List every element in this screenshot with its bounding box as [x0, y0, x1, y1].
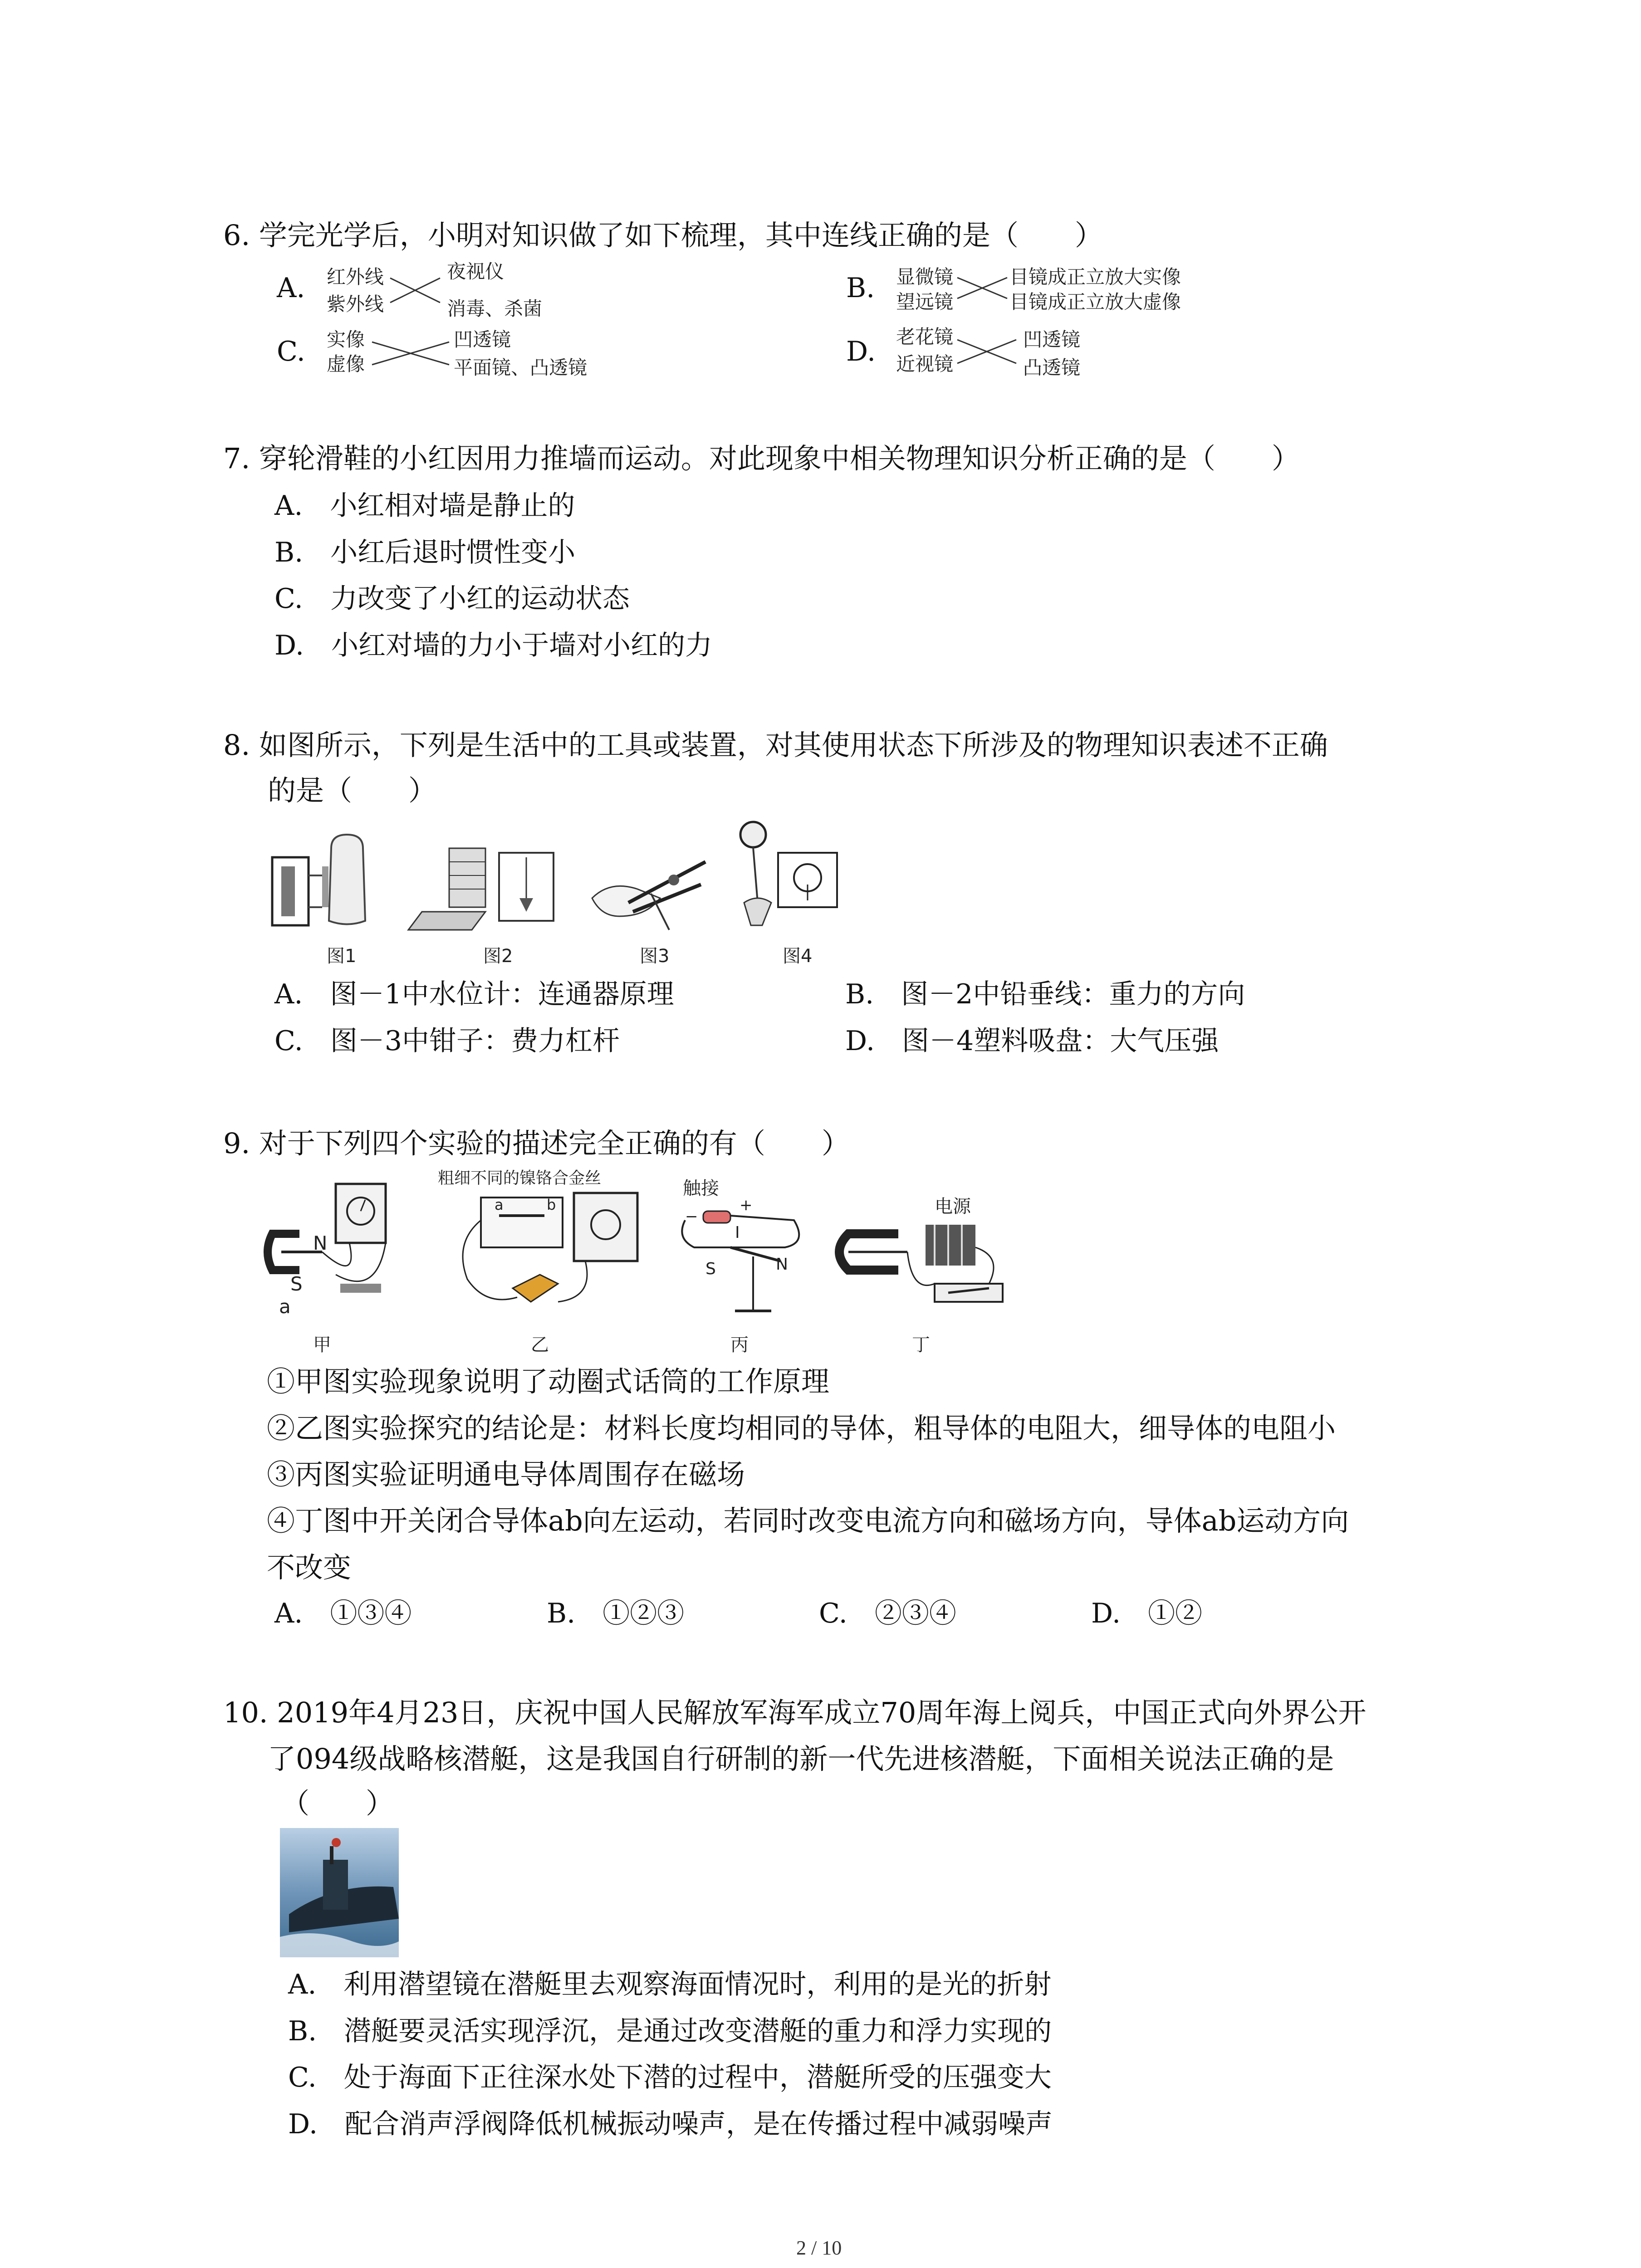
q8-option-d: D. 图－4塑料吸盘：大气压强 — [845, 1025, 1219, 1057]
q6-b-right-1: 目镜成正立放大实像 — [1009, 266, 1181, 288]
q6-d-left-2: 近视镜 — [896, 353, 954, 375]
q9-stem: 9. 对于下列四个实验的描述完全正确的有（ ） — [223, 1127, 850, 1160]
fig3-pliers — [583, 848, 719, 934]
q6-d-right-1: 凹透镜 — [1023, 328, 1081, 351]
q6-c-left-2: 虚像 — [327, 353, 365, 375]
submarine-photo — [280, 1828, 399, 1957]
q6-stem: 6. 学完光学后，小明对知识做了如下梳理，其中连线正确的是（ ） — [223, 219, 1103, 252]
q6-d-left-1: 老花镜 — [896, 326, 954, 348]
q10-option-a: A. 利用潜望镜在潜艇里去观察海面情况时，利用的是光的折射 — [288, 1969, 1052, 2000]
fig-jia-a: a — [279, 1295, 291, 1318]
q10-stem-line2: 了094级战略核潜艇，这是我国自行研制的新一代先进核潜艇，下面相关说法正确的是 — [268, 1742, 1334, 1775]
fig4-suction-cup — [735, 816, 844, 939]
fig-bing-n: N — [776, 1255, 788, 1274]
q6-option-c-letter: C. — [277, 336, 305, 367]
fig1-caption: 图1 — [327, 946, 357, 967]
fig-bing-touch-label: 触接 — [683, 1178, 719, 1199]
q7-option-a: A. 小红相对墙是静止的 — [274, 490, 575, 522]
q6-b-left-1: 显微镜 — [896, 266, 954, 288]
q6-c-right-2: 平面镜、凸透镜 — [454, 357, 588, 379]
q9-option-c: C. ②③④ — [819, 1598, 956, 1629]
fig-yi-b: b — [547, 1196, 556, 1213]
page-number: 2 / 10 — [796, 2237, 842, 2259]
q6-c-left-1: 实像 — [327, 328, 365, 351]
q6-a-left-2: 紫外线 — [327, 293, 384, 315]
q6-b-right-2: 目镜成正立放大虚像 — [1009, 291, 1181, 313]
q8-option-c: C. 图－3中钳子：费力杠杆 — [274, 1025, 620, 1057]
fig-yi-caption: 乙 — [531, 1334, 549, 1355]
fig4-caption: 图4 — [783, 946, 813, 967]
q6-option-b-letter: B. — [846, 272, 875, 304]
fig-yi-wire-label: 粗细不同的镍铬合金丝 — [438, 1169, 602, 1188]
q9-statement-2: ②乙图实验探究的结论是：材料长度均相同的导体，粗导体的电阻大，细导体的电阻小 — [267, 1412, 1336, 1445]
q6-d-right-2: 凸透镜 — [1023, 357, 1081, 379]
fig-bing-caption: 丙 — [730, 1334, 749, 1355]
fig-ding-motor-effect — [830, 1220, 1021, 1325]
fig-bing-plus: + — [740, 1196, 753, 1214]
fig-ding-power-label: 电源 — [935, 1196, 971, 1217]
q10-option-b: B. 潜艇要灵活实现浮沉，是通过改变潜艇的重力和浮力实现的 — [288, 2015, 1052, 2047]
q7-option-b: B. 小红后退时惯性变小 — [274, 537, 576, 568]
fig2-plumb-line — [408, 844, 558, 934]
q8-stem-line1: 8. 如图所示，下列是生活中的工具或装置，对其使用状态下所涉及的物理知识表述不正确 — [223, 728, 1328, 762]
q10-option-c: C. 处于海面下正往深水处下潜的过程中，潜艇所受的压强变大 — [288, 2062, 1052, 2093]
q6-a-right-1: 夜视仪 — [447, 260, 505, 283]
q7-option-c: C. 力改变了小红的运动状态 — [274, 583, 630, 615]
fig-jia-caption: 甲 — [313, 1334, 331, 1355]
fig-jia-n: N — [313, 1232, 328, 1254]
fig2-caption: 图2 — [483, 946, 513, 967]
q7-stem: 7. 穿轮滑鞋的小红因用力推墙而运动。对此现象中相关物理知识分析正确的是（ ） — [223, 442, 1300, 475]
q6-b-connector-lines — [957, 271, 1012, 303]
fig-bing-i: I — [735, 1223, 740, 1242]
fig-ding-caption: 丁 — [912, 1334, 930, 1355]
q7-option-d: D. 小红对墙的力小于墙对小红的力 — [274, 630, 713, 661]
q10-stem-line1: 10. 2019年4月23日，庆祝中国人民解放军海军成立70周年海上阅兵，中国正式向外界公开 — [223, 1696, 1367, 1729]
q8-option-b: B. 图－2中铅垂线：重力的方向 — [845, 978, 1245, 1010]
fig-bing-s: S — [705, 1260, 716, 1278]
fig-yi-a: a — [495, 1196, 504, 1213]
q9-option-d: D. ①② — [1091, 1598, 1203, 1629]
q9-statement-3: ③丙图实验证明通电导体周围存在磁场 — [267, 1458, 745, 1491]
q6-a-left-1: 红外线 — [327, 266, 384, 288]
q9-statement-1: ①甲图实验现象说明了动圈式话筒的工作原理 — [267, 1365, 830, 1398]
q10-option-d: D. 配合消声浮阀降低机械振动噪声，是在传播过程中减弱噪声 — [288, 2108, 1053, 2140]
q9-statement-4-cont: 不改变 — [267, 1551, 352, 1584]
q6-a-connector-lines — [390, 270, 445, 311]
q6-c-connector-lines — [372, 335, 454, 371]
q8-option-a: A. 图－1中水位计：连通器原理 — [274, 978, 674, 1010]
fig3-caption: 图3 — [640, 946, 670, 967]
fig-jia-s: S — [290, 1273, 303, 1295]
q9-statement-4: ④丁图中开关闭合导体ab向左运动，若同时改变电流方向和磁场方向，导体ab运动方向 — [267, 1504, 1349, 1537]
q6-c-right-1: 凹透镜 — [454, 328, 511, 351]
q9-option-a: A. ①③④ — [274, 1598, 412, 1629]
fig-bing-minus: − — [685, 1207, 698, 1226]
q6-a-right-2: 消毒、杀菌 — [447, 298, 543, 320]
q6-option-a-letter: A. — [277, 272, 305, 304]
q6-option-d-letter: D. — [846, 336, 876, 367]
q9-option-b: B. ①②③ — [547, 1598, 685, 1629]
q6-d-connector-lines — [957, 333, 1021, 370]
fig-jia-induction — [268, 1179, 408, 1318]
q10-stem-line3: （ ） — [281, 1787, 394, 1820]
fig1-water-level-gauge — [268, 830, 386, 934]
q6-b-left-2: 望远镜 — [896, 291, 954, 313]
q8-stem-line2: 的是（ ） — [268, 774, 437, 807]
